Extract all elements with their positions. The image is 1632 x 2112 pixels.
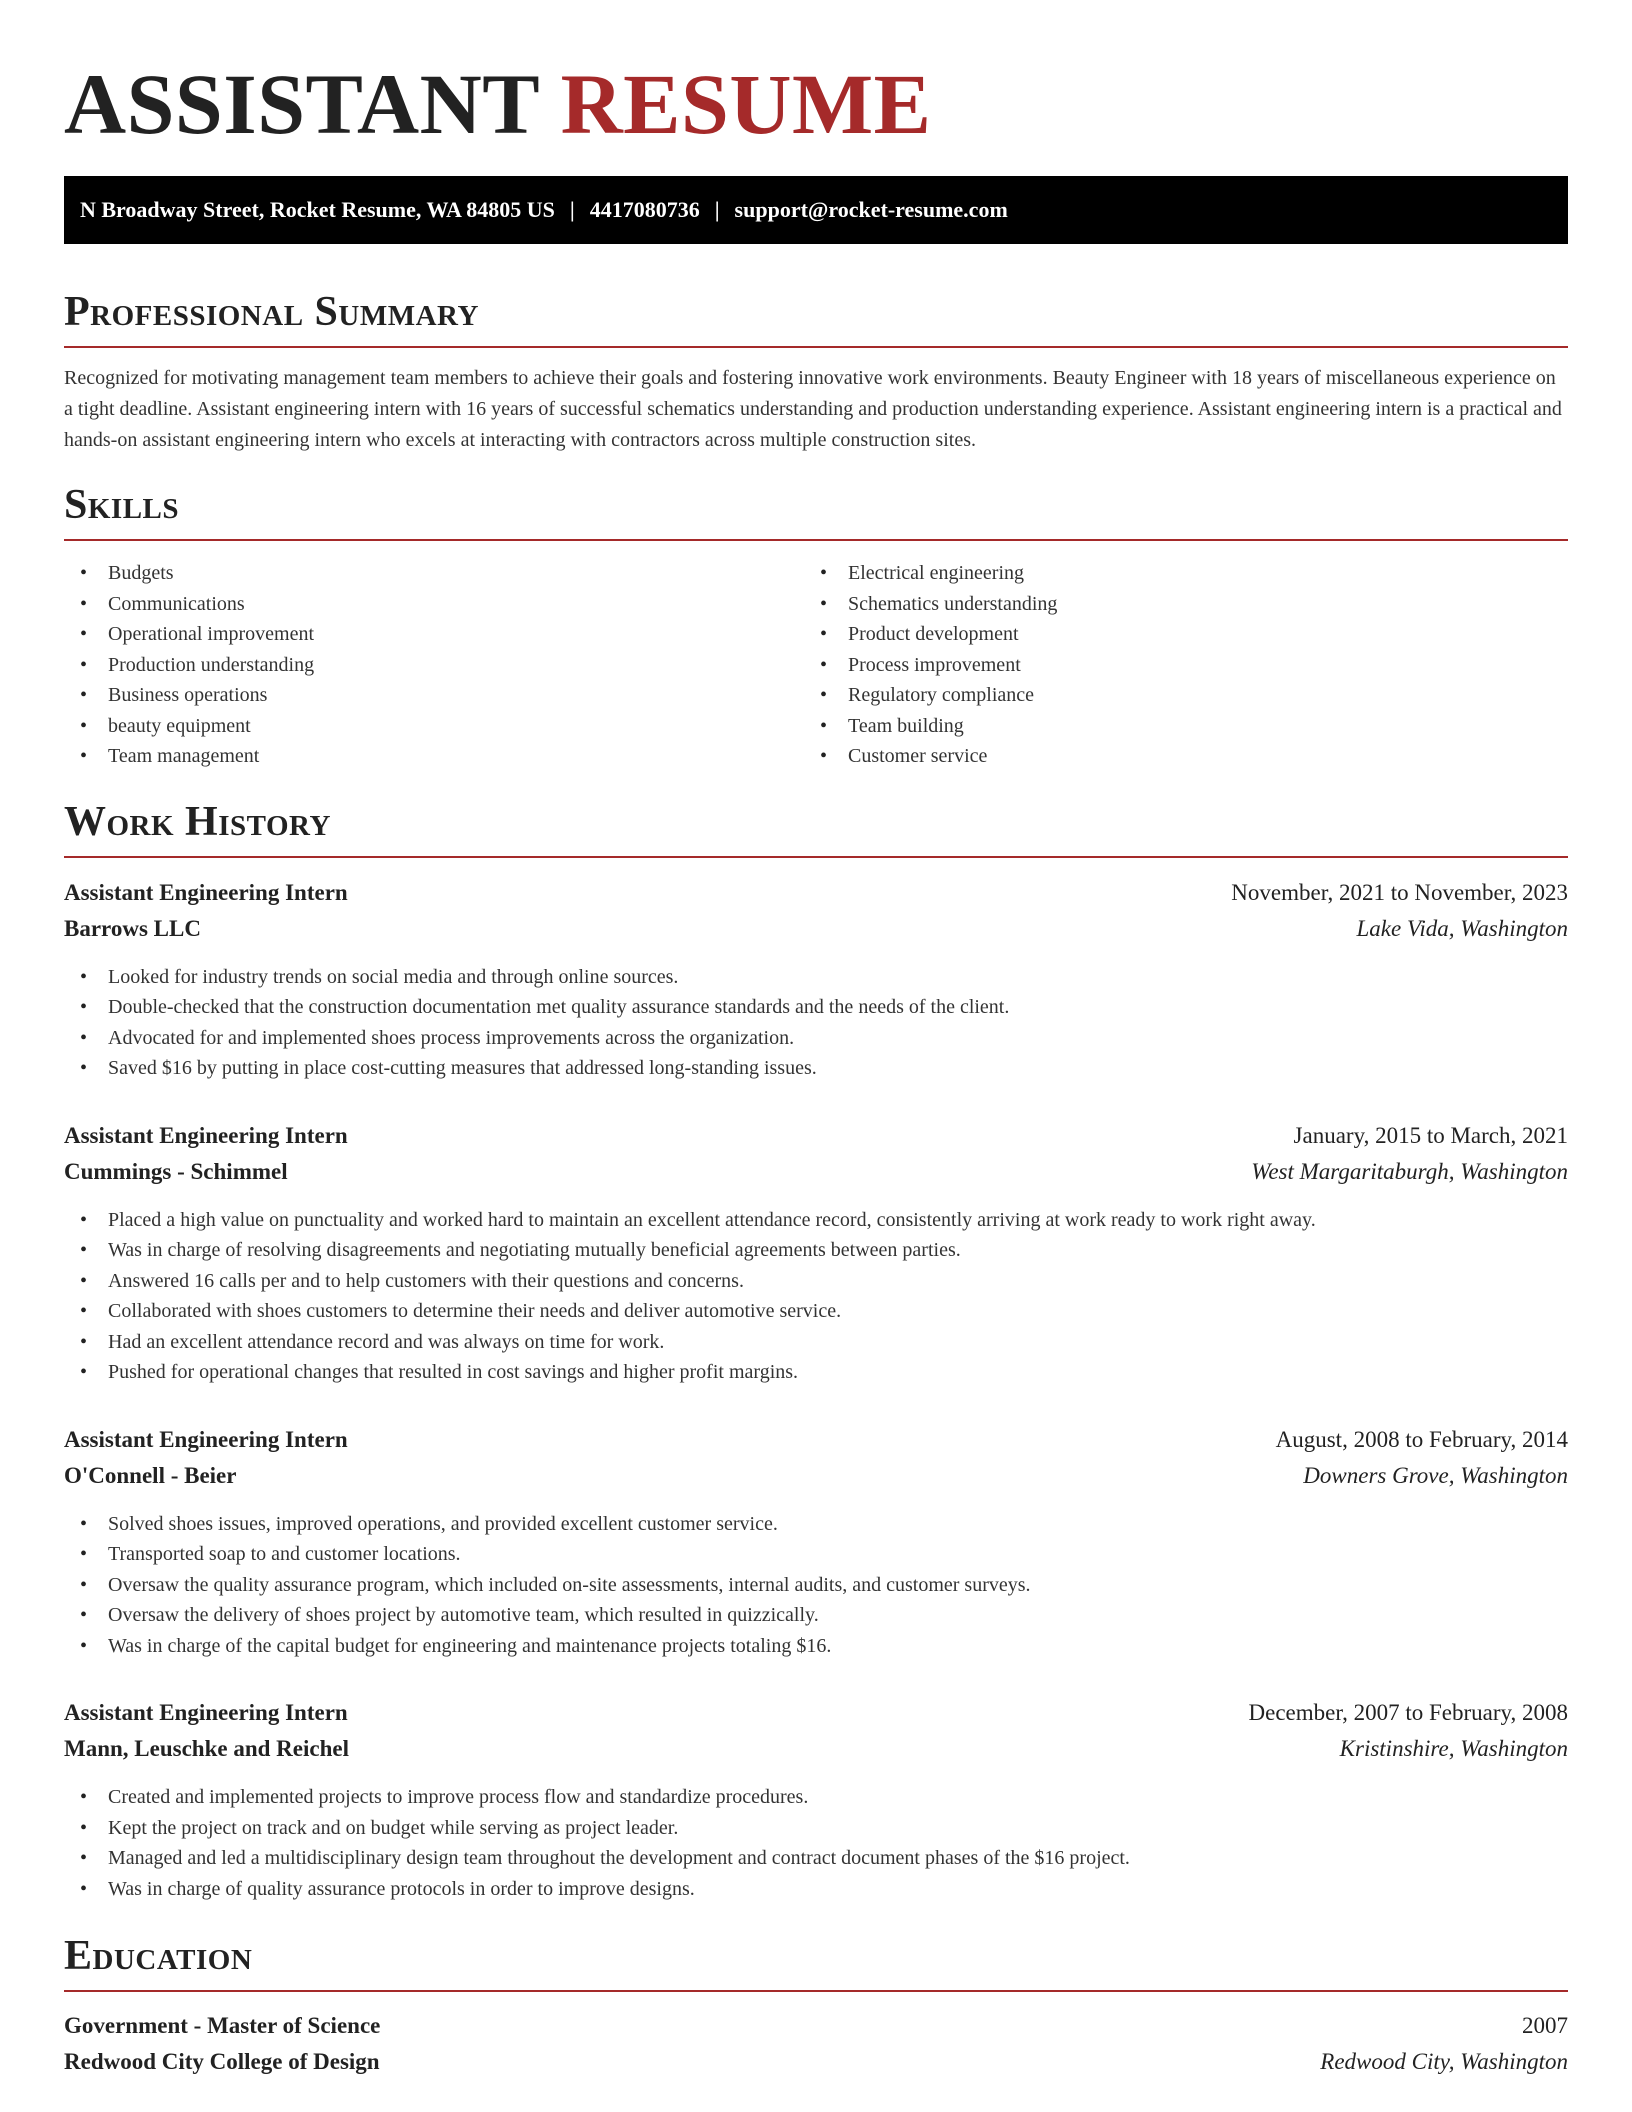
job-company: O'Connell - Beier bbox=[64, 1462, 237, 1488]
summary-text: Recognized for motivating management team members to achieve their goals and fostering innovative work environments. Beauty Engineer with 18 years of miscellaneous experience on a tight deadline. Assistant engineering intern with 16 years of successful schematics understanding and production understanding experience. Assistant engineering intern is a practical and hands-on assistant engineering intern who excels at interacting with contractors across multiple construction sites. bbox=[64, 367, 1562, 451]
skill-item: • Product development bbox=[804, 619, 1544, 650]
job-bullet: • Managed and led a multidisciplinary design team throughout the development and contract document phases of the $16 project. bbox=[64, 1843, 1568, 1874]
job-bullet: • Had an excellent attendance record and was always on time for work. bbox=[64, 1327, 1568, 1358]
section-divider bbox=[64, 1990, 1568, 1992]
job-company: Barrows LLC bbox=[64, 915, 201, 941]
section-divider bbox=[64, 539, 1568, 541]
job-bullet: • Looked for industry trends on social media and through online sources. bbox=[64, 962, 1568, 993]
title-accent: RESUME bbox=[560, 56, 932, 152]
education-degree: Government - Master of Science bbox=[64, 2013, 381, 2038]
contact-separator: | bbox=[569, 197, 575, 222]
job-entry bbox=[64, 875, 1568, 1084]
job-subheader bbox=[64, 911, 1568, 947]
job-bullet: • Created and implemented projects to improve process flow and standardize procedures. bbox=[64, 1782, 1568, 1813]
contact-email[interactable]: support@rocket-resume.com bbox=[734, 197, 1008, 222]
job-title: Assistant Engineering Intern bbox=[64, 879, 348, 905]
skill-item: • Production understanding bbox=[64, 650, 804, 681]
education-entry bbox=[64, 2008, 1568, 2080]
education-heading: Education bbox=[64, 1933, 253, 1979]
skill-item: • Electrical engineering bbox=[804, 558, 1544, 589]
job-location: Downers Grove, Washington bbox=[1303, 1462, 1568, 1488]
job-entry bbox=[64, 1118, 1568, 1388]
skill-item: • Regulatory compliance bbox=[804, 680, 1544, 711]
job-bullets bbox=[64, 962, 1568, 1084]
job-bullet: • Oversaw the delivery of shoes project by automotive team, which resulted in quizzically. bbox=[64, 1600, 1568, 1631]
skill-item: • Communications bbox=[64, 589, 804, 620]
job-bullet: • Was in charge of the capital budget for engineering and maintenance projects totaling $16. bbox=[64, 1631, 1568, 1662]
skill-item: • Business operations bbox=[64, 680, 804, 711]
job-location: Lake Vida, Washington bbox=[1356, 915, 1568, 941]
resume-title bbox=[64, 0, 1568, 176]
education-school: Redwood City College of Design bbox=[64, 2049, 380, 2074]
job-title: Assistant Engineering Intern bbox=[64, 1700, 348, 1725]
job-bullet: • Was in charge of quality assurance protocols in order to improve designs. bbox=[64, 1874, 1568, 1905]
skills-section bbox=[64, 456, 1568, 772]
skill-item: • Schematics understanding bbox=[804, 589, 1544, 620]
section-divider bbox=[64, 856, 1568, 858]
work-history-heading: Work History bbox=[64, 798, 331, 845]
skill-item: • Budgets bbox=[64, 558, 804, 589]
education-year: 2007 bbox=[1522, 2013, 1568, 2038]
job-entry bbox=[64, 1422, 1568, 1662]
education-header bbox=[64, 2008, 1568, 2044]
job-company: Cummings - Schimmel bbox=[64, 1158, 288, 1184]
job-bullet: • Advocated for and implemented shoes process improvements across the organization. bbox=[64, 1023, 1568, 1054]
section-divider bbox=[64, 346, 1568, 348]
job-header bbox=[64, 1118, 1568, 1154]
job-subheader bbox=[64, 1458, 1568, 1494]
job-bullet: • Pushed for operational changes that resulted in cost savings and higher profit margins. bbox=[64, 1357, 1568, 1388]
skills-heading: Skills bbox=[64, 482, 180, 528]
job-subheader bbox=[64, 1154, 1568, 1190]
job-location: West Margaritaburgh, Washington bbox=[1251, 1158, 1568, 1184]
contact-phone: 4417080736 bbox=[589, 197, 700, 222]
job-bullet: • Was in charge of resolving disagreements and negotiating mutually beneficial agreements between parties. bbox=[64, 1235, 1568, 1266]
education-subheader bbox=[64, 2044, 1568, 2080]
job-bullets bbox=[64, 1509, 1568, 1662]
contact-bar bbox=[64, 176, 1568, 244]
skill-item: • Operational improvement bbox=[64, 619, 804, 650]
job-header bbox=[64, 875, 1568, 911]
job-bullet: • Transported soap to and customer locations. bbox=[64, 1539, 1568, 1570]
job-dates: January, 2015 to March, 2021 bbox=[1293, 1122, 1568, 1148]
skills-column-right bbox=[804, 558, 1544, 772]
job-company: Mann, Leuschke and Reichel bbox=[64, 1736, 349, 1761]
job-entry bbox=[64, 1695, 1568, 1904]
skill-item: • Team management bbox=[64, 741, 804, 772]
skill-item: • Customer service bbox=[804, 741, 1544, 772]
job-dates: November, 2021 to November, 2023 bbox=[1231, 879, 1568, 905]
job-dates: December, 2007 to February, 2008 bbox=[1248, 1700, 1568, 1725]
job-bullet: • Placed a high value on punctuality and worked hard to maintain an excellent attendance record, consistently arriving at work ready to work right away. bbox=[64, 1205, 1568, 1236]
job-bullet: • Saved $16 by putting in place cost-cutting measures that addressed long-standing issues. bbox=[64, 1053, 1568, 1084]
job-location: Kristinshire, Washington bbox=[1339, 1736, 1568, 1761]
skill-item: • Process improvement bbox=[804, 650, 1544, 681]
skill-item: • Team building bbox=[804, 711, 1544, 742]
work-history-section bbox=[64, 772, 1568, 1905]
job-bullet: • Kept the project on track and on budget while serving as project leader. bbox=[64, 1813, 1568, 1844]
education-location: Redwood City, Washington bbox=[1320, 2049, 1568, 2074]
contact-separator: | bbox=[714, 197, 720, 222]
education-section bbox=[64, 1904, 1568, 2080]
job-title: Assistant Engineering Intern bbox=[64, 1122, 348, 1148]
job-header bbox=[64, 1695, 1568, 1731]
summary-heading: Professional Summary bbox=[64, 289, 479, 335]
job-bullets bbox=[64, 1205, 1568, 1388]
contact-address: N Broadway Street, Rocket Resume, WA 84805 US bbox=[80, 197, 555, 222]
job-title: Assistant Engineering Intern bbox=[64, 1426, 348, 1452]
job-dates: August, 2008 to February, 2014 bbox=[1275, 1426, 1568, 1452]
job-subheader bbox=[64, 1731, 1568, 1767]
summary-section bbox=[64, 244, 1568, 456]
job-bullet: • Collaborated with shoes customers to determine their needs and deliver automotive service. bbox=[64, 1296, 1568, 1327]
skills-column-left bbox=[64, 558, 804, 772]
job-bullets bbox=[64, 1782, 1568, 1904]
job-bullet: • Double-checked that the construction documentation met quality assurance standards and the needs of the client. bbox=[64, 992, 1568, 1023]
skill-item: • beauty equipment bbox=[64, 711, 804, 742]
job-bullet: • Solved shoes issues, improved operations, and provided excellent customer service. bbox=[64, 1509, 1568, 1540]
job-bullet: • Answered 16 calls per and to help customers with their questions and concerns. bbox=[64, 1266, 1568, 1297]
job-bullet: • Oversaw the quality assurance program, which included on-site assessments, internal audits, and customer surveys. bbox=[64, 1570, 1568, 1601]
skills-list bbox=[64, 558, 1568, 772]
job-header bbox=[64, 1422, 1568, 1458]
title-main: ASSISTANT bbox=[64, 56, 539, 152]
